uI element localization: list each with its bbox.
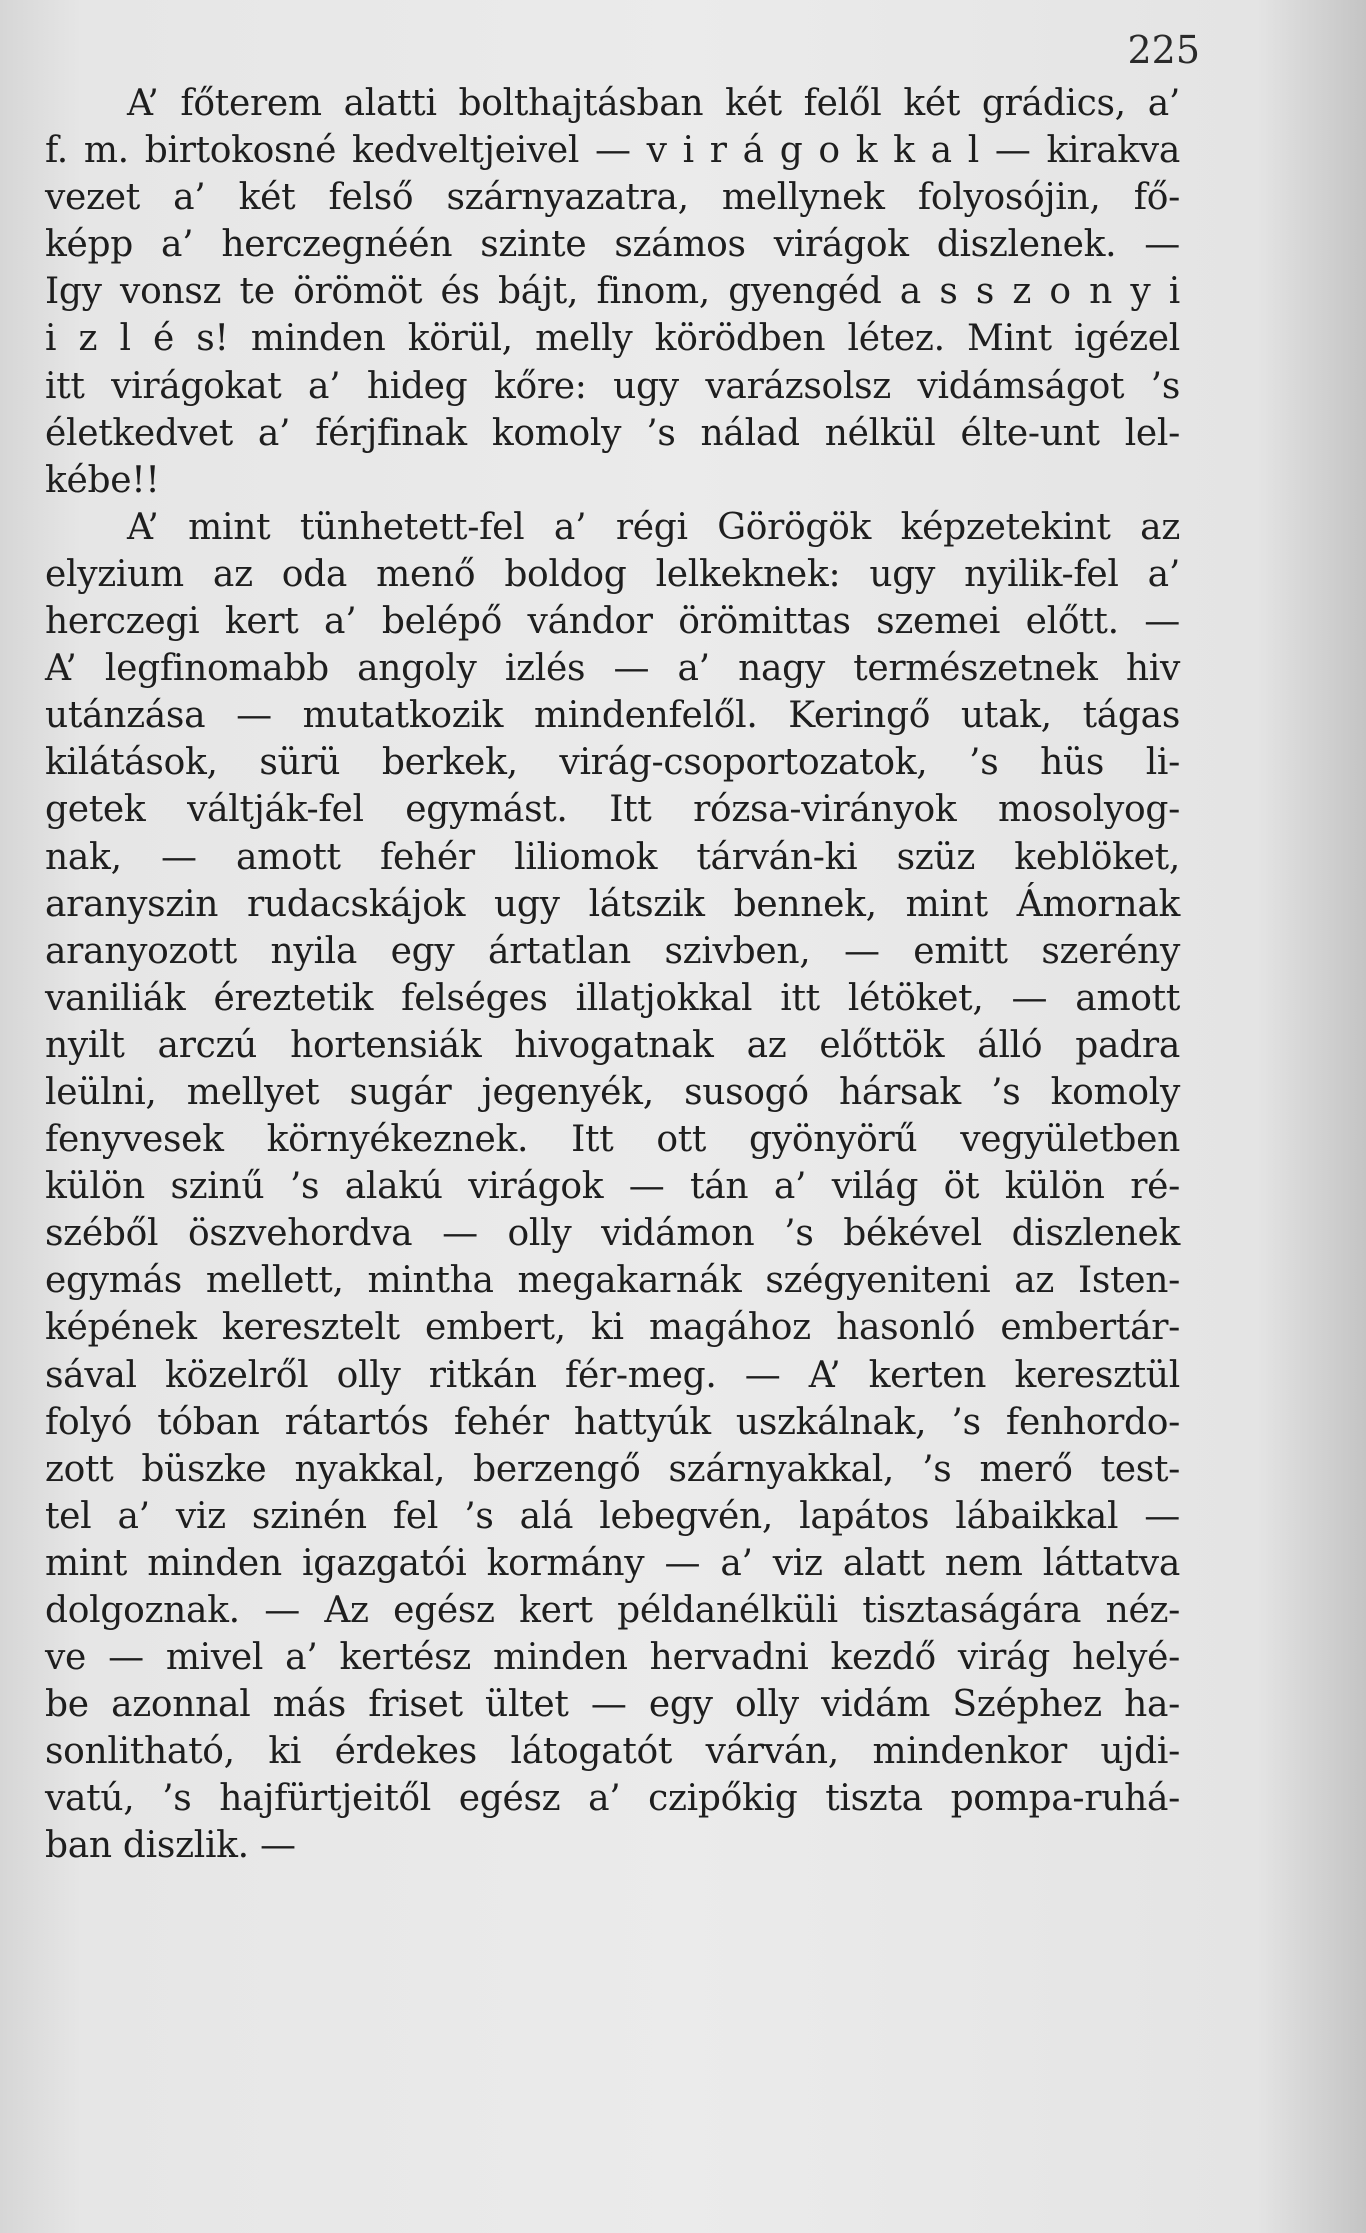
text-line: Igy vonsz te örömöt és bájt, finom, gyengéd a s s z o n y i: [45, 271, 1180, 313]
text-line: herczegi kert a’ belépő vándor örömittas szemei előtt. —: [45, 601, 1180, 643]
text-line: képp a’ herczegnéén szinte számos virágok diszlenek. —: [45, 224, 1180, 266]
text-line: zott büszke nyakkal, berzengő szárnyakkal, ’s merő test-: [45, 1448, 1180, 1490]
text-line: utánzása — mutatkozik mindenfelől. Keringő utak, tágas: [45, 695, 1180, 737]
body-text: [45, 80, 1180, 1870]
text-line: külön szinű ’s alakú virágok — tán a’ világ öt külön ré-: [45, 1166, 1180, 1208]
text-line: be azonnal más friset ültet — egy olly vidám Széphez ha-: [45, 1684, 1180, 1726]
text-line: ve — mivel a’ kertész minden hervadni kezdő virág helyé-: [45, 1637, 1180, 1679]
text-line: kébe!!: [45, 459, 160, 501]
text-line: aranyszin rudacskájok ugy látszik bennek, mint Ámornak: [45, 883, 1180, 925]
text-line: dolgoznak. — Az egész kert példanélküli tisztaságára néz-: [45, 1590, 1180, 1631]
text-line: tel a’ viz szinén fel ’s alá lebegvén, lapátos lábaikkal —: [45, 1495, 1180, 1537]
text-line: leülni, mellyet sugár jegenyék, susogó hársak ’s komoly: [45, 1071, 1180, 1113]
text-line: A’ főterem alatti bolthajtásban két felől két grádics, a’: [127, 83, 1180, 124]
text-line: i z l é s! minden körül, melly körödben létez. Mint igézel: [45, 318, 1180, 360]
text-line: A’ mint tünhetett-fel a’ régi Görögök képzetekint az: [127, 506, 1180, 548]
text-line: getek váltják-fel egymást. Itt rózsa-virányok mosolyog-: [45, 789, 1180, 831]
paragraph-1: [45, 80, 1180, 504]
text-line: egymás mellett, mintha megakarnák szégyeniteni az Isten-: [45, 1260, 1180, 1302]
text-line: A’ legfinomabb angoly izlés — a’ nagy természetnek hiv: [45, 648, 1180, 690]
text-line: vaniliák éreztetik felséges illatjokkal itt létöket, — amott: [45, 977, 1180, 1019]
text-line: fenyvesek környékeznek. Itt ott gyönyörű vegyületben: [45, 1119, 1180, 1161]
page-number: 225: [1127, 28, 1200, 72]
text-line: életkedvet a’ férjfinak komoly ’s nálad nélkül élte-unt lel-: [45, 412, 1180, 454]
text-line: sonlitható, ki érdekes látogatót várván, mindenkor ujdi-: [45, 1731, 1180, 1773]
text-line: képének keresztelt embert, ki magához hasonló embertár-: [45, 1307, 1180, 1349]
text-line: aranyozott nyila egy ártatlan szivben, — emitt szerény: [45, 930, 1180, 972]
text-line: kilátások, sürü berkek, virág-csoportozatok, ’s hüs li-: [45, 742, 1180, 784]
text-line: mint minden igazgatói kormány — a’ viz alatt nem láttatva: [45, 1542, 1180, 1584]
text-line: itt virágokat a’ hideg kőre: ugy varázsolsz vidámságot ’s: [45, 365, 1180, 407]
text-line: ban diszlik. —: [45, 1825, 296, 1867]
text-line: f. m. birtokosné kedveltjeivel — v i r á g o k k a l — kirakva: [45, 130, 1180, 172]
text-line: nyilt arczú hortensiák hivogatnak az előttök álló padra: [45, 1024, 1180, 1066]
text-line: nak, — amott fehér liliomok tárván-ki szüz keblöket,: [45, 836, 1180, 878]
text-line: vatú, ’s hajfürtjeitől egész a’ czipőkig tiszta pompa-ruhá-: [45, 1778, 1180, 1820]
text-line: széből öszvehordva — olly vidámon ’s békével diszlenek: [45, 1213, 1180, 1255]
text-line: elyzium az oda menő boldog lelkeknek: ugy nyilik-fel a’: [45, 553, 1180, 595]
paragraph-2: [45, 504, 1180, 1870]
text-line: vezet a’ két felső szárnyazatra, mellynek folyosójin, fő-: [45, 177, 1180, 219]
text-line: folyó tóban rátartós fehér hattyúk uszkálnak, ’s fenhordo-: [45, 1401, 1180, 1443]
text-line: sával közelről olly ritkán fér-meg. — A’ kerten keresztül: [45, 1354, 1180, 1396]
